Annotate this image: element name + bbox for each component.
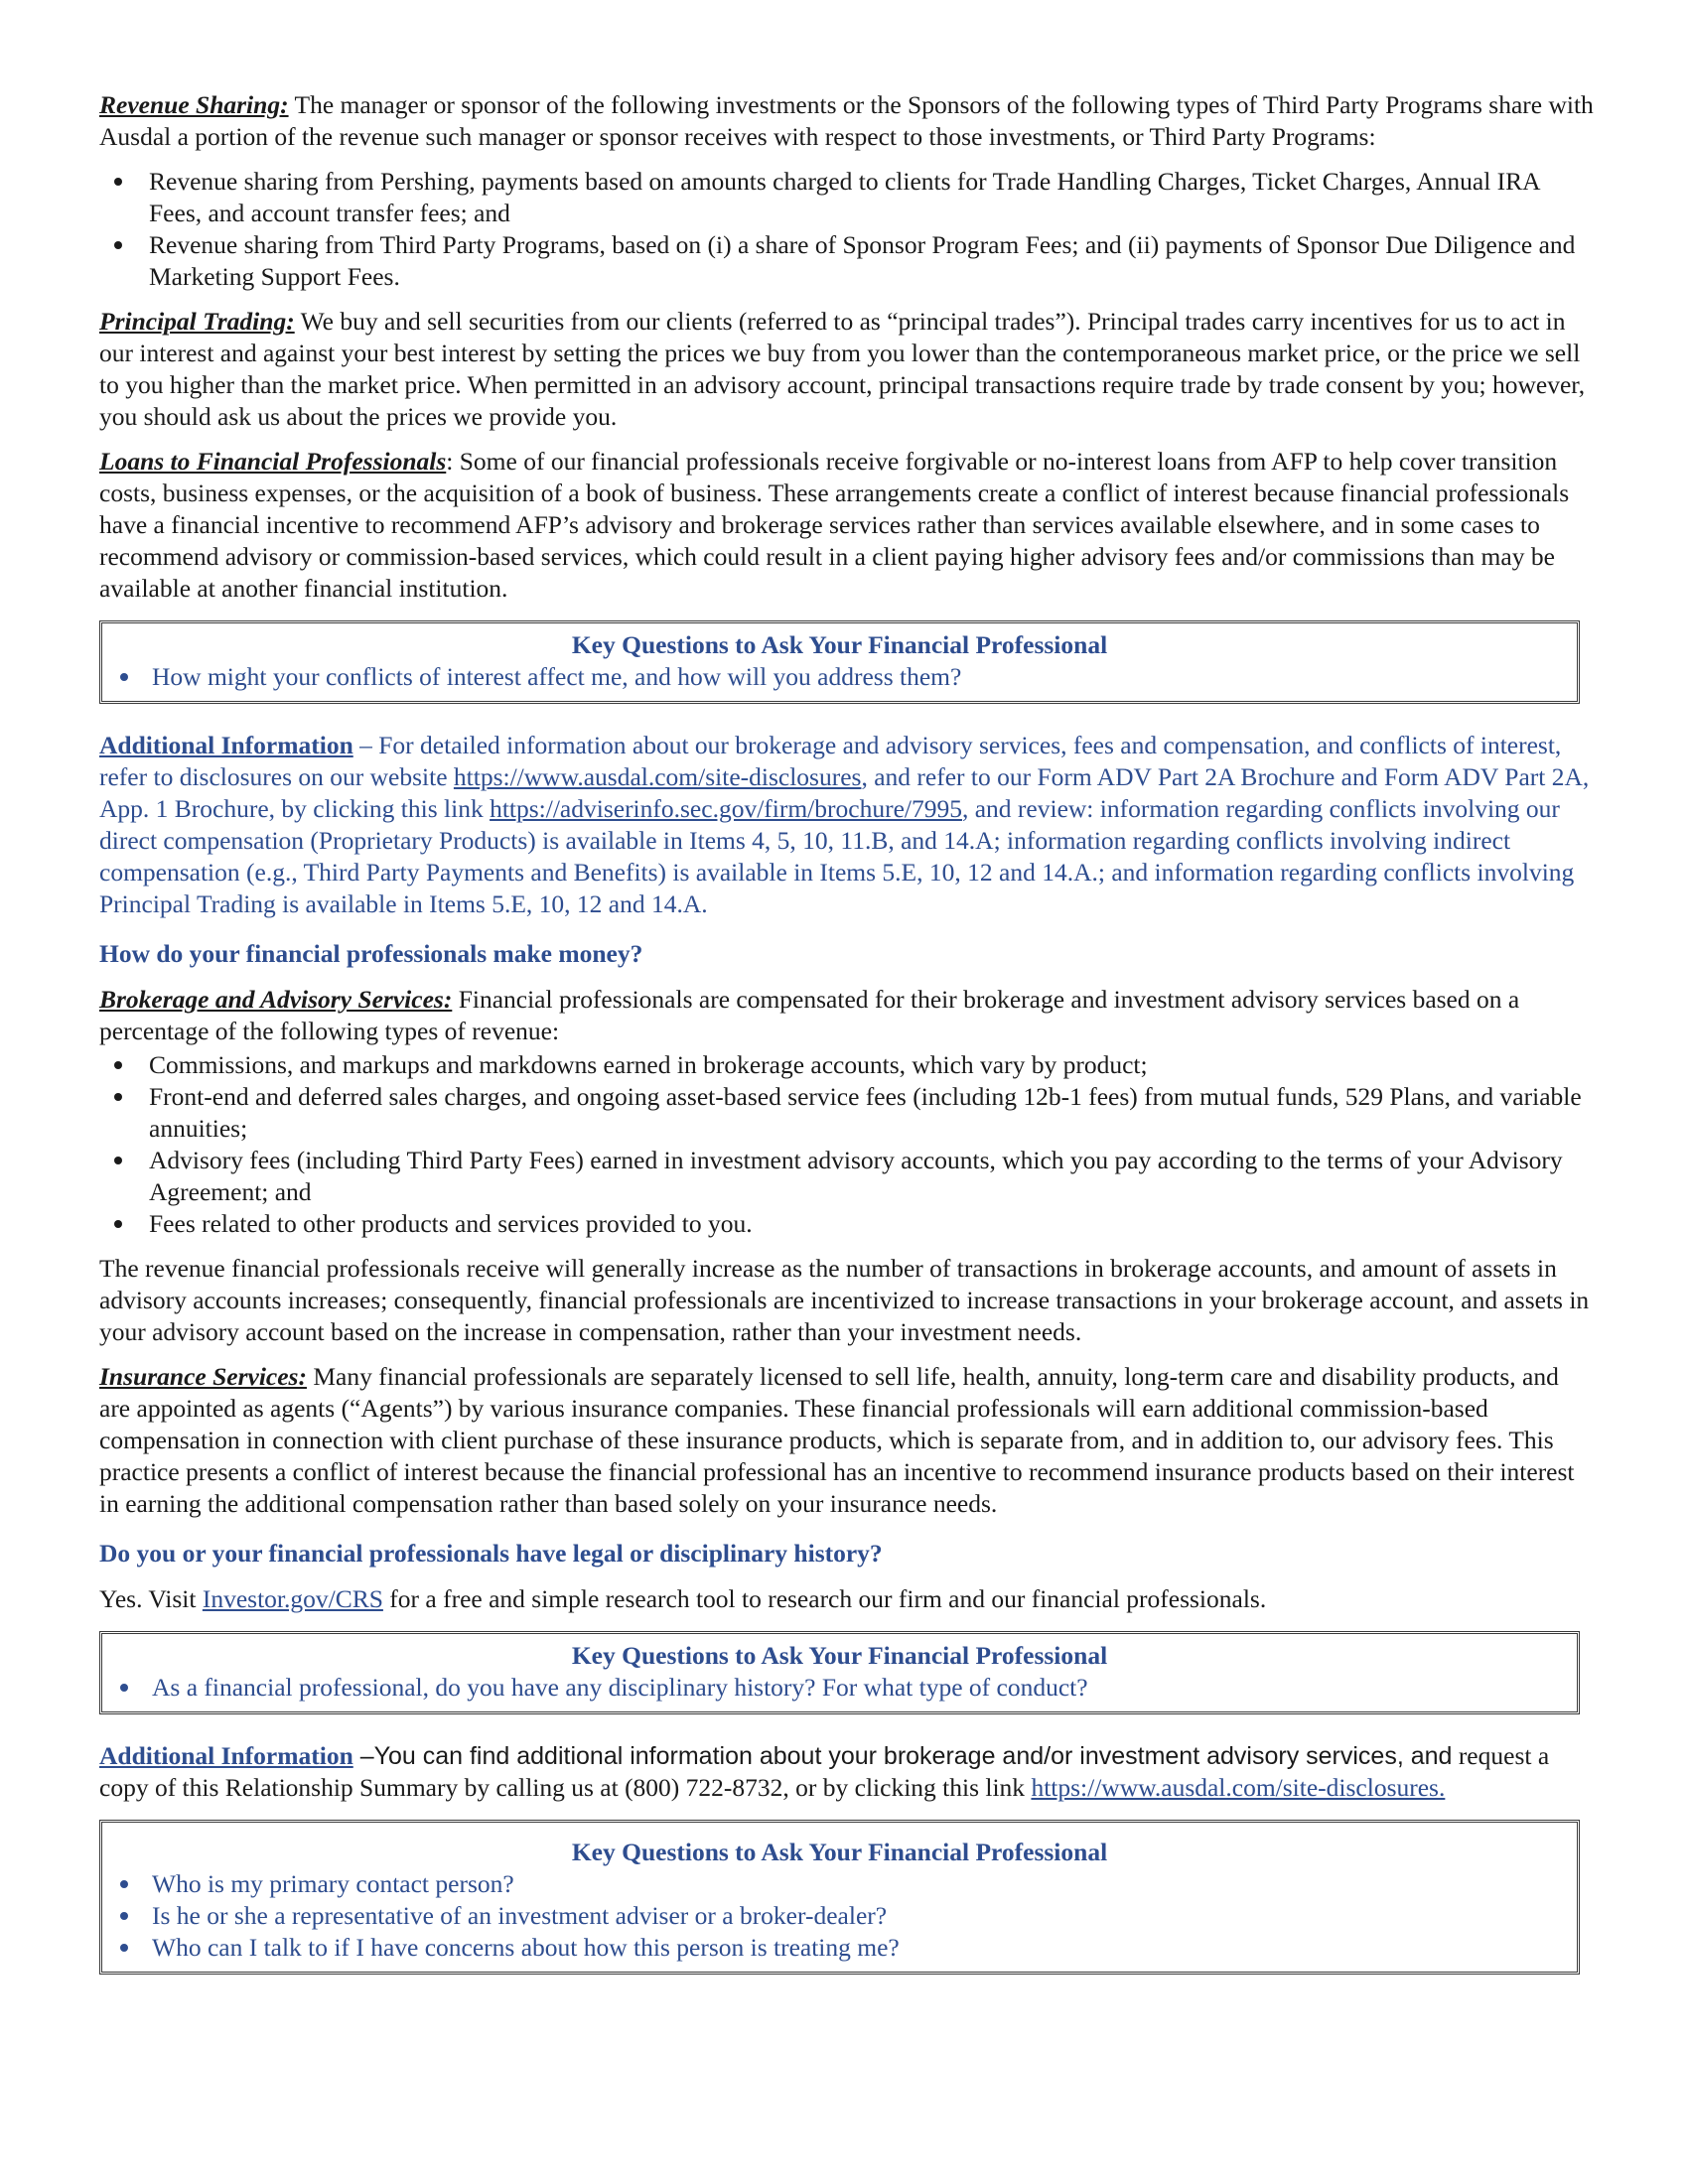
additional-info-text-a: –You can find additional information about your brokerage and/or investment advisory services, and (352, 1742, 1453, 1770)
additional-info-lead: Additional Information (99, 731, 353, 759)
loans-text: : Some of our financial professionals receive forgivable or no-interest loans from AFP to help cover transition costs, business expenses, or the acquisition of a book of business. These arrangements create a conflict of interest because financial professionals have a financial incentive to recommend AFP’s advisory and brokerage services rather than services available elsewhere, and in some cases to recommend advisory or commission-based services, which could result in a client paying higher advisory fees and/or commissions than may be available at another financial institution. (99, 447, 1570, 603)
principal-trading-lead: Principal Trading: (99, 307, 295, 336)
legal-paragraph (99, 1583, 1594, 1615)
list-item: Front-end and deferred sales charges, and ongoing asset-based service fees (including 12b-1 fees) from mutual funds, 529 Plans, and variable annuities; (99, 1081, 1594, 1145)
additional-info-paragraph-2 (99, 1740, 1594, 1804)
key-questions-list (112, 661, 1567, 693)
list-item: Fees related to other products and services provided to you. (99, 1208, 1594, 1240)
additional-info-text-c: , and review: information regarding conflicts involving our direct compensation (Proprietary Products) is available in Items 4, 5, 10, 11.B, and 14.A; information regarding conflicts involving indirect compensation (e.g., Third Party Payments and Benefits) is available in Items 5.E, 10, 12 and 14.A.; and information regarding conflicts involving Principal Trading is available in Items 5.E, 10, 12 and 14.A. (99, 794, 1575, 918)
list-item: As a financial professional, do you have any disciplinary history? For what type of conduct? (112, 1672, 1567, 1704)
principal-trading-text: We buy and sell securities from our clients (referred to as “principal trades”). Principal trades carry incentives for us to act in our interest and against your best interest by setting the prices we buy from you lower than the contemporaneous market price, or the price we sell to you higher than the market price. When permitted in an advisory account, principal transactions require trade by trade consent by you; however, you should ask us about the prices we provide you. (99, 307, 1586, 431)
adv-brochure-link[interactable]: https://adviserinfo.sec.gov/firm/brochure/7995 (490, 794, 962, 823)
insurance-paragraph (99, 1361, 1594, 1520)
insurance-lead: Insurance Services: (99, 1362, 307, 1391)
additional-info-paragraph-1 (99, 730, 1594, 920)
key-questions-box-3 (99, 1820, 1580, 1975)
list-item: Commissions, and markups and markdowns earned in brokerage accounts, which vary by product; (99, 1049, 1594, 1081)
revenue-increase-paragraph: The revenue financial professionals receive will generally increase as the number of transactions in brokerage accounts, and amount of assets in advisory accounts increases; consequently, financial professionals are incentivized to increase transactions in your brokerage account, and assets in your advisory account based on the increase in compensation, rather than your investment needs. (99, 1254, 1590, 1346)
brokerage-paragraph (99, 984, 1594, 1047)
key-questions-title: Key Questions to Ask Your Financial Professional (571, 1641, 1108, 1670)
revenue-sharing-text: The manager or sponsor of the following investments or the Sponsors of the following types of Third Party Programs share with Ausdal a portion of the revenue such manager or sponsor receives with respect to those investments, or Third Party Programs: (99, 90, 1594, 151)
additional-info-text-b: , and refer to our Form ADV Part 2A Brochure and Form ADV Part 2A, App. 1 Brochure, by clicking this link (99, 762, 1590, 823)
list-item: Advisory fees (including Third Party Fees) earned in investment advisory accounts, which you pay according to the terms of your Advisory Agreement; and (99, 1145, 1594, 1208)
key-questions-list (112, 1868, 1567, 1964)
brokerage-lead: Brokerage and Advisory Services: (99, 985, 453, 1014)
section-heading-legal: Do you or your financial professionals have legal or disciplinary history? (99, 1539, 883, 1568)
key-questions-box-1 (99, 620, 1580, 704)
site-disclosures-link[interactable]: https://www.ausdal.com/site-disclosures (453, 762, 862, 791)
revenue-sharing-lead: Revenue Sharing: (99, 90, 289, 119)
insurance-text: Many financial professionals are separately licensed to sell life, health, annuity, long-term care and disability products, and are appointed as agents (“Agents”) by various insurance companies. These financial professionals will earn additional commission-based compensation in connection with client purchase of these insurance products, which is separate from, and in addition to, our advisory fees. This practice presents a conflict of interest because the financial professional has an incentive to recommend insurance products based on their interest in earning the additional compensation rather than based solely on your insurance needs. (99, 1362, 1575, 1518)
list-item: Who is my primary contact person? (112, 1868, 1567, 1900)
additional-info-text-a: – For detailed information about our brokerage and advisory services, fees and compensation, and conflicts of interest, refer to disclosures on our website (99, 731, 1562, 791)
additional-info-lead: Additional Information (99, 1741, 353, 1770)
investor-gov-link[interactable]: Investor.gov/CRS (202, 1584, 383, 1613)
legal-text-b: for a free and simple research tool to research our firm and our financial professionals. (382, 1584, 1267, 1613)
section-heading-money: How do your financial professionals make money? (99, 939, 643, 968)
key-questions-list (112, 1672, 1567, 1704)
brokerage-list (99, 1049, 1594, 1240)
key-questions-title: Key Questions to Ask Your Financial Professional (571, 1838, 1108, 1866)
list-item: How might your conflicts of interest affect me, and how will you address them? (112, 661, 1567, 693)
key-questions-title: Key Questions to Ask Your Financial Professional (571, 630, 1108, 659)
list-item: Who can I talk to if I have concerns about how this person is treating me? (112, 1932, 1567, 1964)
site-disclosures-link[interactable]: https://www.ausdal.com/site-disclosures. (1031, 1773, 1446, 1802)
revenue-sharing-paragraph (99, 89, 1594, 153)
principal-trading-paragraph (99, 306, 1594, 433)
loans-paragraph (99, 446, 1594, 605)
revenue-sharing-list (99, 166, 1594, 293)
list-item: Revenue sharing from Third Party Programs, based on (i) a share of Sponsor Program Fees; and (ii) payments of Sponsor Due Diligence and Marketing Support Fees. (99, 229, 1594, 293)
loans-lead: Loans to Financial Professionals (99, 447, 447, 476)
legal-text-a: Yes. Visit (99, 1584, 203, 1613)
list-item: Revenue sharing from Pershing, payments based on amounts charged to clients for Trade Handling Charges, Ticket Charges, Annual IRA Fees, and account transfer fees; and (99, 166, 1594, 229)
key-questions-box-2 (99, 1631, 1580, 1714)
list-item: Is he or she a representative of an investment adviser or a broker-dealer? (112, 1900, 1567, 1932)
additional-info-text-b: request a copy of this Relationship Summary by calling us at (800) 722-8732, or by clicking this link (99, 1741, 1550, 1802)
document-page (99, 89, 1594, 2000)
brokerage-text: Financial professionals are compensated for their brokerage and investment advisory services based on a percentage of the following types of revenue: (99, 985, 1520, 1045)
